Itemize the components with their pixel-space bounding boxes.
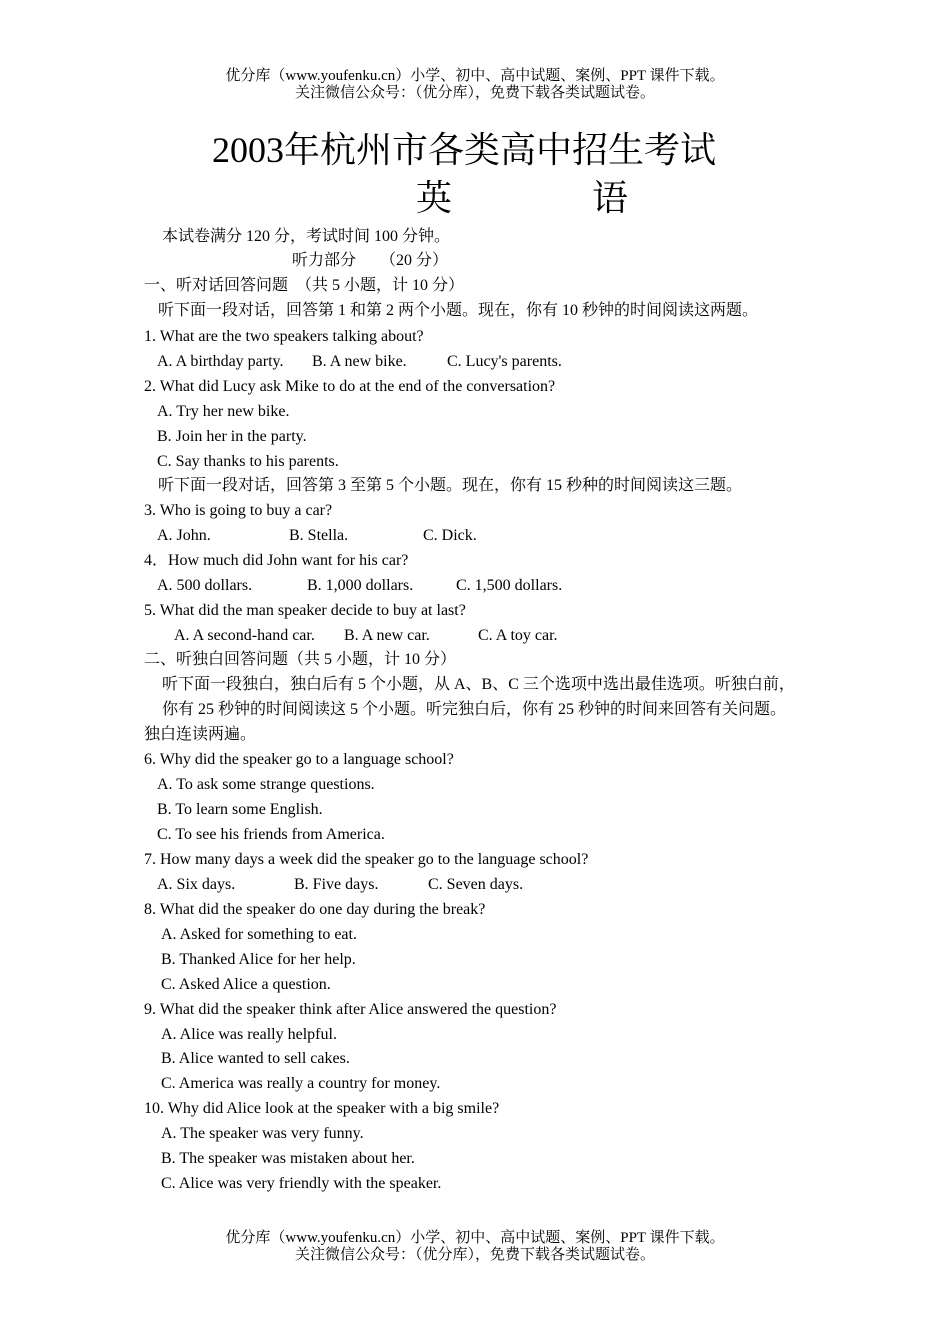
option-b: B. A new car. xyxy=(344,627,430,644)
option-a: A. A birthday party. xyxy=(157,353,284,370)
banner-line-1: 优分库（www.youfenku.cn）小学、初中、高中试题、案例、PPT 课件下载。 xyxy=(225,68,725,84)
question-3: 3. Who is going to buy a car? xyxy=(144,502,333,519)
option-c: C. 1,500 dollars. xyxy=(456,577,563,594)
option-c: C. Lucy's parents. xyxy=(447,353,562,370)
option-a: A. John. xyxy=(157,527,211,544)
question-10: 10. Why did Alice look at the speaker with a big smile? xyxy=(144,1100,500,1117)
section-2-instruction-line-1: 听下面一段独白，独白后有 5 个小题，从 A、B、C 三个选项中选出最佳选项。听独白前， xyxy=(162,676,795,693)
footer-line-2: 关注微信公众号：（优分库），免费下载各类试题试卷。 xyxy=(294,1247,655,1263)
footer-line-1: 优分库（www.youfenku.cn）小学、初中、高中试题、案例、PPT 课件下载。 xyxy=(225,1230,725,1246)
section-1-title: 一、听对话回答问题 （共 5 小题，计 10 分） xyxy=(144,277,465,294)
subject-char-1: 英 xyxy=(416,178,453,218)
question-6-option-c: C. To see his friends from America. xyxy=(157,826,385,843)
question-2: 2. What did Lucy ask Mike to do at the end of the conversation? xyxy=(144,378,556,395)
question-10-option-a: A. The speaker was very funny. xyxy=(161,1125,364,1142)
option-b: B. A new bike. xyxy=(312,353,407,370)
option-a: A. Six days. xyxy=(157,876,236,893)
question-8-option-a: A. Asked for something to eat. xyxy=(161,926,357,943)
banner-line-2: 关注微信公众号：（优分库），免费下载各类试题试卷。 xyxy=(294,85,655,101)
header-banner xyxy=(0,68,950,102)
question-5: 5. What did the man speaker decide to buy at last? xyxy=(144,602,466,619)
exam-title: 2003年杭州市各类高中招生考试 xyxy=(211,130,716,170)
question-9-option-a: A. Alice was really helpful. xyxy=(161,1026,337,1043)
section-2-instruction-line-3: 独白连读两遍。 xyxy=(144,726,257,743)
option-a: A. A second-hand car. xyxy=(174,627,315,644)
question-7: 7. How many days a week did the speaker go to the language school? xyxy=(144,851,589,868)
listening-part-title: 听力部分 （20 分） xyxy=(292,252,449,269)
option-c: C. A toy car. xyxy=(478,627,558,644)
question-9: 9. What did the speaker think after Alice answered the question? xyxy=(144,1001,557,1018)
option-b: B. Stella. xyxy=(289,527,349,544)
subject-char-2: 语 xyxy=(592,178,629,218)
question-10-option-b: B. The speaker was mistaken about her. xyxy=(161,1150,415,1167)
question-8-option-b: B. Thanked Alice for her help. xyxy=(161,951,356,968)
section-2-instruction-line-2: 你有 25 秒钟的时间阅读这 5 个小题。听完独白后，你有 25 秒钟的时间来回答有关问题。 xyxy=(162,701,787,718)
option-b: B. 1,000 dollars. xyxy=(307,577,414,594)
section-1-instruction-1: 听下面一段对话，回答第 1 和第 2 两个小题。现在，你有 10 秒钟的时间阅读这两题。 xyxy=(158,302,759,319)
question-6: 6. Why did the speaker go to a language school? xyxy=(144,751,454,768)
option-c: C. Dick. xyxy=(423,527,477,544)
section-1-instruction-2: 听下面一段对话，回答第 3 至第 5 个小题。现在，你有 15 秒种的时间阅读这三题。 xyxy=(158,477,743,494)
option-a: A. 500 dollars. xyxy=(157,577,253,594)
question-2-option-b: B. Join her in the party. xyxy=(157,428,307,445)
question-4: 4．How much did John want for his car? xyxy=(144,552,409,569)
section-2-title: 二、听独白回答问题（共 5 小题，计 10 分） xyxy=(144,651,457,668)
exam-intro: 本试卷满分 120 分，考试时间 100 分钟。 xyxy=(162,228,451,245)
question-2-option-c: C. Say thanks to his parents. xyxy=(157,453,339,470)
question-6-option-b: B. To learn some English. xyxy=(157,801,323,818)
question-6-option-a: A. To ask some strange questions. xyxy=(157,776,375,793)
option-b: B. Five days. xyxy=(294,876,379,893)
question-8-option-c: C. Asked Alice a question. xyxy=(161,976,331,993)
question-10-option-c: C. Alice was very friendly with the speaker. xyxy=(161,1175,442,1192)
question-8: 8. What did the speaker do one day during the break? xyxy=(144,901,486,918)
question-9-option-b: B. Alice wanted to sell cakes. xyxy=(161,1050,350,1067)
footer-banner xyxy=(0,1230,950,1264)
question-2-option-a: A. Try her new bike. xyxy=(157,403,290,420)
question-9-option-c: C. America was really a country for money. xyxy=(161,1075,441,1092)
question-1: 1. What are the two speakers talking about? xyxy=(144,328,424,345)
option-c: C. Seven days. xyxy=(428,876,524,893)
